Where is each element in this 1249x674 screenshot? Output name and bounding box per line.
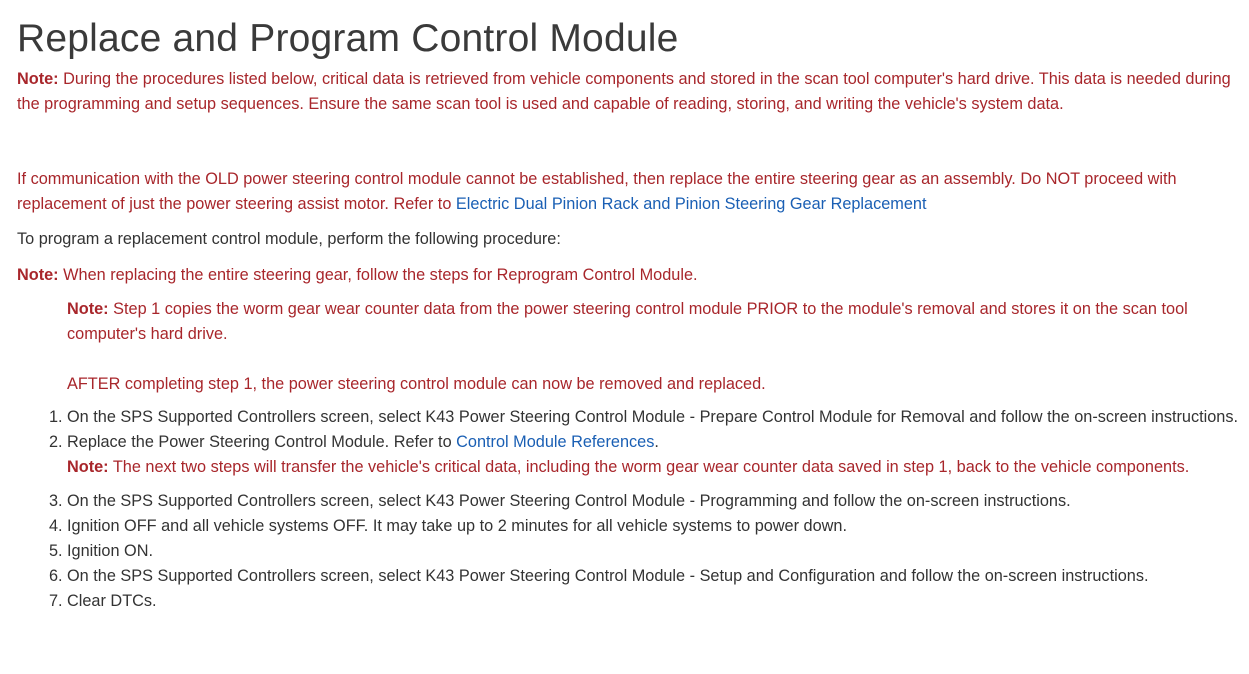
step-item: 7. Clear DTCs.	[49, 592, 157, 610]
steering-gear-replacement-link[interactable]: Electric Dual Pinion Rack and Pinion Steering Gear Replacement	[455, 195, 927, 213]
note-critical-data: Note: During the procedures listed below, critical data is retrieved from vehicle components and stored in the scan tool computer's hard drive. This data is needed during the programming and setup sequences. Ensure the same scan tool is used and capable of reading, storing, and writing the vehicle's system data.	[17, 70, 1231, 113]
step-item: 4. Ignition OFF and all vehicle systems OFF. It may take up to 2 minutes for all vehicle systems to power down.	[49, 517, 848, 535]
step-item: 6. On the SPS Supported Controllers screen, select K43 Power Steering Control Module - Setup and Configuration and follow the on-screen instructions.	[49, 567, 1149, 585]
step-item: 3. On the SPS Supported Controllers screen, select K43 Power Steering Control Module - Programming and follow the on-screen instructions.	[49, 492, 1071, 510]
step-item: 2. Replace the Power Steering Control Module. Refer to Control Module References. Note: The next two steps will transfer the vehicle's critical data, including the worm gear wear counter data saved in step 1, back to the vehicle components.	[67, 430, 1247, 480]
step-item: 5. Ignition ON.	[49, 542, 153, 560]
page-title: Replace and Program Control Module	[17, 17, 679, 60]
intro-text: To program a replacement control module, perform the following procedure:	[17, 230, 561, 248]
procedure-steps	[49, 405, 1247, 614]
control-module-references-link[interactable]: Control Module References	[456, 433, 655, 451]
note-after-step1: AFTER completing step 1, the power steering control module can now be removed and replaced.	[67, 375, 766, 393]
note-steering-gear: Note: When replacing the entire steering gear, follow the steps for Reprogram Control Module.	[17, 266, 698, 284]
step-note: Note: The next two steps will transfer the vehicle's critical data, including the worm gear wear counter data saved in step 1, back to the vehicle components.	[67, 458, 1190, 476]
note-step1: Note: Step 1 copies the worm gear wear counter data from the power steering control module PRIOR to the module's removal and stores it on the scan tool computer's hard drive.	[67, 300, 1188, 343]
note-communication: If communication with the OLD power steering control module cannot be established, then replace the entire steering gear as an assembly. Do NOT proceed with replacement of just the power steering assist motor. Refer to Electric Dual Pinion Rack and Pinion Steering Gear Replacement	[17, 170, 1177, 213]
note-label: Note:	[17, 70, 59, 88]
step-item: 1. On the SPS Supported Controllers screen, select K43 Power Steering Control Module - Prepare Control Module for Removal and follow the on-screen instructions.	[49, 408, 1239, 426]
